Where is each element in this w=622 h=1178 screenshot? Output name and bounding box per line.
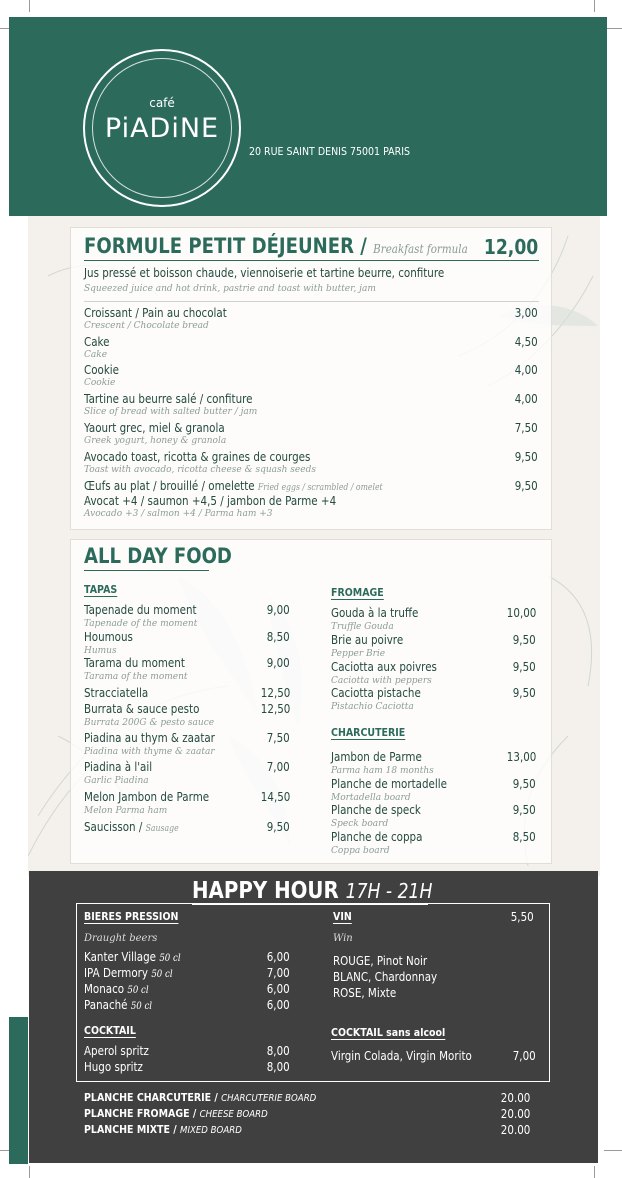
- list-item-price: 9,50: [267, 820, 290, 834]
- list-item: Avocado toast, ricotta & graines de courges: [84, 450, 311, 464]
- list-item: Yaourt grec, miel & granola: [84, 421, 225, 435]
- list-item: Caciotta pistache: [331, 686, 421, 700]
- list-item-price: 8,00: [267, 1060, 290, 1074]
- happy-hour-title: [192, 878, 432, 904]
- list-item-size: 50 cl: [127, 985, 149, 996]
- list-item-price: 9,50: [513, 686, 536, 700]
- list-item-name: Kanter Village: [84, 950, 157, 964]
- planche-name-en: CHEESE BOARD: [199, 1109, 268, 1120]
- list-item: Houmous: [84, 630, 133, 644]
- list-item: Hugo spritz: [84, 1060, 143, 1074]
- list-item-price: 4,00: [515, 363, 538, 377]
- breakfast-price: 12,00: [483, 235, 538, 259]
- logo-cafe-text: café: [149, 96, 175, 110]
- list-item-price: 20.00: [500, 1107, 530, 1121]
- eggs-item-fr: Œufs au plat / brouillé / omelette: [84, 479, 255, 493]
- list-item: Burrata & sauce pesto: [84, 702, 200, 716]
- list-item: Tartine au beurre salé / confiture: [84, 392, 253, 406]
- breakfast-desc-en: Squeezed juice and hot drink, pastrie and toast with butter, jam: [84, 284, 376, 294]
- list-item: Tarama du moment: [84, 656, 185, 670]
- list-item-en: Garlic Piadina: [84, 776, 149, 786]
- eggs-item-en: Fried eggs / scrambled / omelet: [257, 483, 383, 493]
- list-item-en: Coppa board: [331, 846, 390, 856]
- list-item-en: Piadina with thyme & zaatar: [84, 747, 215, 757]
- list-item: [84, 1107, 268, 1120]
- list-item-en: Greek yogurt, honey & granola: [84, 436, 227, 446]
- list-item: Planche de mortadelle: [331, 777, 447, 791]
- list-item-price: 20.00: [500, 1091, 530, 1105]
- list-item-en: Tapenade of the moment: [84, 619, 198, 629]
- list-item-price: 4,00: [515, 392, 538, 406]
- list-item-name: Monaco: [84, 982, 125, 996]
- list-item-en: Humus: [84, 646, 117, 656]
- crop-mark: [29, 0, 30, 12]
- list-item: [84, 1091, 316, 1104]
- planche-name-en: MIXED BOARD: [180, 1125, 242, 1136]
- tapas-title: TAPAS: [84, 583, 118, 596]
- list-item-price: 8,00: [267, 1044, 290, 1058]
- planche-name: PLANCHE CHARCUTERIE /: [84, 1091, 218, 1104]
- list-item: Planche de coppa: [331, 830, 423, 844]
- side-accent-bar: [9, 1017, 28, 1164]
- list-item-en: Speck board: [331, 819, 389, 829]
- list-item-price: 9,50: [515, 450, 538, 464]
- list-item: Cake: [84, 335, 110, 349]
- eggs-item-price: 9,50: [515, 479, 538, 493]
- list-item-en: Melon Parma ham: [84, 806, 168, 816]
- bieres-title: BIERES PRESSION: [84, 910, 179, 923]
- list-item-en: Truffle Gouda: [331, 622, 394, 632]
- list-item: BLANC, Chardonnay: [333, 970, 438, 984]
- cocktail-title: COCKTAIL: [84, 1024, 136, 1037]
- list-item-price: 7,00: [267, 760, 290, 774]
- list-item: [84, 966, 173, 980]
- list-item-en: Tarama of the moment: [84, 672, 188, 682]
- list-item-en: Pistachio Caciotta: [331, 702, 414, 712]
- happy-hour-label: HAPPY HOUR: [192, 878, 339, 904]
- vin-subtitle: Win: [333, 933, 353, 944]
- happy-hour-hours: 17H - 21H: [345, 879, 433, 903]
- list-item: ROSE, Mixte: [333, 986, 397, 1000]
- list-item: Planche de speck: [331, 803, 421, 817]
- divider: [84, 301, 539, 302]
- extras-item: Avocat +4 / saumon +4,5 / jambon de Parme +4: [84, 494, 337, 508]
- charcuterie-title: CHARCUTERIE: [331, 726, 406, 739]
- list-item-size: 50 cl: [159, 953, 181, 964]
- list-item-name: IPA Dermory: [84, 966, 149, 980]
- title-underline: [84, 570, 209, 571]
- list-item-en: Mortadella board: [331, 793, 411, 803]
- list-item-price: 6,00: [267, 950, 290, 964]
- list-item-en: Caciotta with peppers: [331, 676, 432, 686]
- list-item: Caciotta aux poivres: [331, 660, 437, 674]
- list-item: Jambon de Parme: [331, 750, 422, 764]
- list-item-en: Toast with avocado, ricotta cheese & squash seeds: [84, 465, 316, 475]
- list-item: Brie au poivre: [331, 633, 404, 647]
- list-item: [84, 998, 152, 1012]
- vin-price: 5,50: [511, 910, 534, 924]
- planche-name: PLANCHE MIXTE /: [84, 1123, 177, 1136]
- list-item-en: Pepper Brie: [331, 649, 386, 659]
- logo-name-text: PiADiNE: [104, 113, 220, 144]
- crop-mark: [594, 0, 595, 12]
- list-item-price: 3,00: [515, 306, 538, 320]
- breakfast-title-en: Breakfast formula: [373, 242, 468, 256]
- bieres-subtitle: Draught beers: [84, 933, 158, 944]
- planche-name-en: CHARCUTERIE BOARD: [221, 1093, 317, 1104]
- breakfast-desc: Jus pressé et boisson chaude, viennoiserie et tartine beurre, confiture: [84, 266, 445, 280]
- planche-name: PLANCHE FROMAGE /: [84, 1107, 197, 1120]
- list-item-price: 14,50: [260, 790, 290, 804]
- extras-item-en: Avocado +3 / salmon +4 / Parma ham +3: [84, 509, 273, 519]
- list-item-price: 7,50: [267, 731, 290, 745]
- list-item: Virgin Colada, Virgin Morito: [331, 1049, 472, 1063]
- list-item-price: 7,00: [267, 966, 290, 980]
- list-item: ROUGE, Pinot Noir: [333, 954, 428, 968]
- list-item-price: 9,50: [513, 633, 536, 647]
- header-banner: [9, 17, 607, 216]
- list-item-price: 8,50: [513, 830, 536, 844]
- list-item-price: 9,50: [513, 803, 536, 817]
- list-item: Piadina à l'ail: [84, 760, 153, 774]
- list-item-price: 12,50: [260, 702, 290, 716]
- saucisson-en: Sausage: [145, 824, 179, 834]
- list-item: Gouda à la truffe: [331, 606, 419, 620]
- list-item-price: 6,00: [267, 998, 290, 1012]
- vin-title: VIN: [333, 910, 352, 923]
- list-item-price: 12,50: [260, 686, 290, 700]
- breakfast-title-fr: FORMULE PETIT DÉJEUNER /: [84, 234, 367, 258]
- list-item-en: Crescent / Chocolate bread: [84, 321, 209, 331]
- list-item-en: Slice of bread with salted butter / jam: [84, 407, 258, 417]
- breakfast-title: [84, 234, 468, 258]
- list-item-price: 13,00: [506, 750, 536, 764]
- saucisson-fr: Saucisson /: [84, 820, 143, 834]
- list-item: [84, 982, 149, 996]
- address: 20 RUE SAINT DENIS 75001 PARIS: [249, 145, 411, 158]
- crop-mark: [604, 1150, 622, 1151]
- eggs-item: [84, 479, 383, 493]
- list-item-price: 9,50: [513, 660, 536, 674]
- fromage-title: FROMAGE: [331, 586, 384, 599]
- title-underline: [84, 260, 539, 261]
- list-item: Cookie: [84, 363, 120, 377]
- list-item-price: 9,00: [267, 603, 290, 617]
- crop-mark: [594, 1166, 595, 1178]
- list-item: [84, 950, 181, 964]
- list-item-size: 50 cl: [130, 1001, 153, 1012]
- list-item-name: Panaché: [84, 998, 128, 1012]
- cocktail-sans-alcool-title: COCKTAIL sans alcool: [331, 1026, 446, 1039]
- list-item: [84, 1123, 242, 1136]
- list-item-en: Burrata 200G & pesto sauce: [84, 718, 215, 728]
- list-item-price: 9,00: [267, 656, 290, 670]
- list-item: Tapenade du moment: [84, 603, 197, 617]
- list-item-price: 10,00: [506, 606, 536, 620]
- allday-title: ALL DAY FOOD: [84, 544, 232, 568]
- list-item: Stracciatella: [84, 686, 149, 700]
- list-item-price: 9,50: [513, 777, 536, 791]
- crop-mark: [29, 1166, 30, 1178]
- list-item-price: 20.00: [500, 1123, 530, 1137]
- list-item-price: 4,50: [515, 335, 538, 349]
- list-item-price: 7,50: [515, 421, 538, 435]
- list-item-price: 7,00: [513, 1049, 536, 1063]
- list-item: [84, 820, 179, 834]
- list-item-price: 6,00: [267, 982, 290, 996]
- list-item-en: Cookie: [84, 378, 116, 388]
- list-item-en: Cake: [84, 350, 108, 360]
- list-item: Melon Jambon de Parme: [84, 790, 210, 804]
- list-item: Aperol spritz: [84, 1044, 149, 1058]
- list-item-price: 8,50: [267, 630, 290, 644]
- list-item: Piadina au thym & zaatar: [84, 731, 215, 745]
- logo: [83, 49, 241, 207]
- list-item-en: Parma ham 18 months: [331, 766, 434, 776]
- list-item-size: 50 cl: [151, 969, 173, 980]
- list-item: Croissant / Pain au chocolat: [84, 306, 227, 320]
